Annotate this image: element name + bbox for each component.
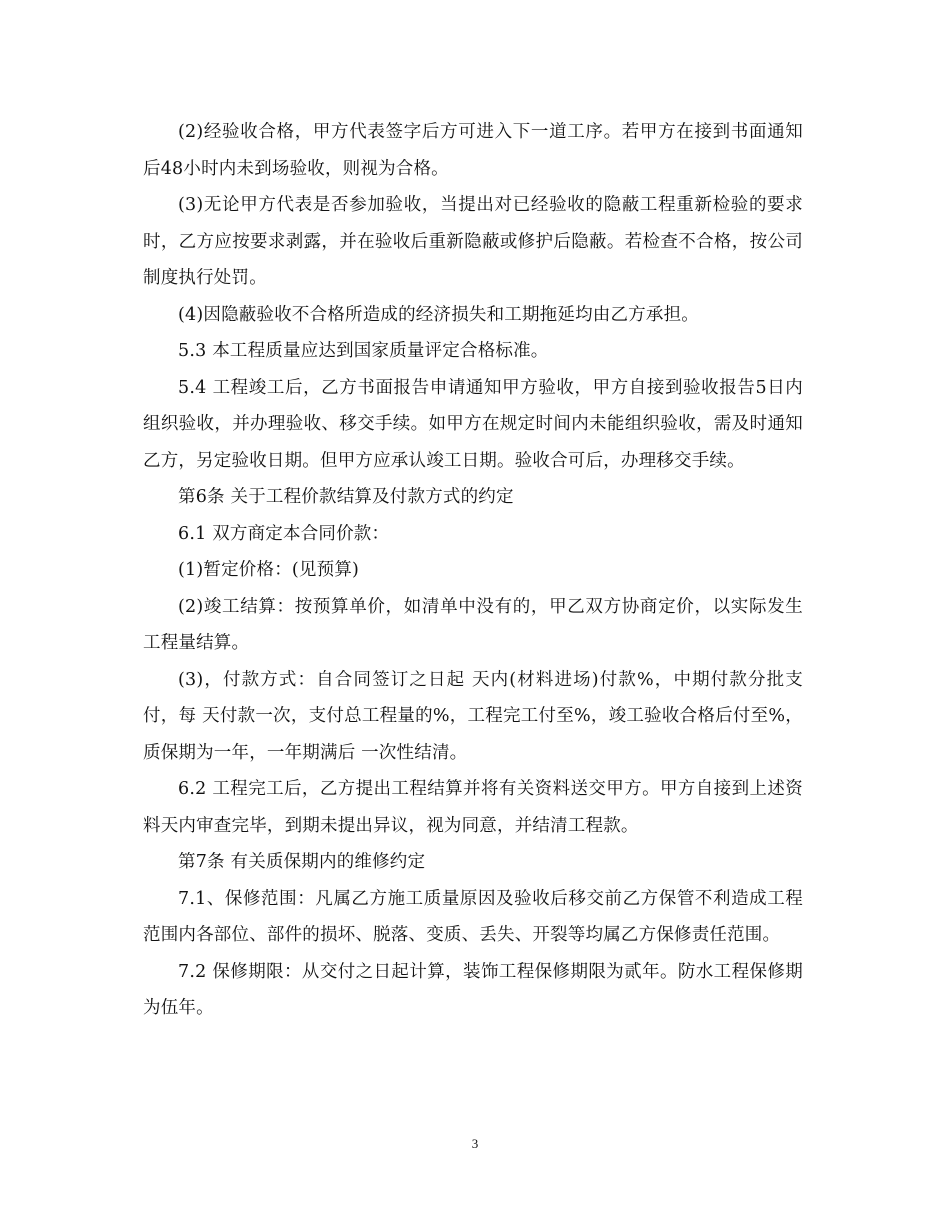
document-body [143,114,803,1027]
page-number: 3 [471,1136,479,1151]
paragraph-hidden-acceptance-4: (4)因隐蔽验收不合格所造成的经济损失和工期拖延均由乙方承担。 [178,304,699,325]
paragraph-hidden-acceptance-2: (2)经验收合格，甲方代表签字后方可进入下一道工序。若甲方在接到书面通知后48小时内未到场验收，则视为合格。 [143,122,803,179]
article-7-heading: 第7条 有关质保期内的维修约定 [178,852,426,872]
paragraph-clause-7-1: 7.1、保修范围：凡属乙方施工质量原因及验收后移交前乙方保管不利造成工程范围内各部位、部件的损坏、脱落、变质、丢失、开裂等均属乙方保修责任范围。 [143,888,803,945]
paragraph-clause-5-4: 5.4 工程竣工后，乙方书面报告申请通知甲方验收，甲方自接到验收报告5日内组织验收，并办理验收、移交手续。如甲方在规定时间内未能组织验收，需及时通知乙方，另定验收日期。但甲方应承认竣工日期。验收合可后，办理移交手续。 [143,377,803,471]
paragraph-clause-5-3: 5.3 本工程质量应达到国家质量评定合格标准。 [178,341,549,361]
paragraph-payment-method: (3)，付款方式：自合同签订之日起 天内(材料进场)付款%，中期付款分批支付，每 天付款一次，支付总工程量的%，工程完工付至%，竣工验收合格后付至%，质保期为一年，一年期满后 一次性结清。 [143,669,803,763]
article-6-heading: 第6条 关于工程价款结算及付款方式的约定 [178,487,514,507]
paragraph-provisional-price: (1)暂定价格：(见预算) [178,560,360,580]
paragraph-hidden-acceptance-3: (3)无论甲方代表是否参加验收，当提出对已经验收的隐蔽工程重新检验的要求时，乙方应按要求剥露，并在验收后重新隐蔽或修护后隐蔽。若检查不合格，按公司制度执行处罚。 [143,195,803,288]
paragraph-clause-6-1: 6.1 双方商定本合同价款： [178,523,390,544]
paragraph-clause-6-2: 6.2 工程完工后，乙方提出工程结算并将有关资料送交甲方。甲方自接到上述资料天内审查完毕，到期未提出异议，视为同意，并结清工程款。 [143,779,803,836]
paragraph-clause-7-2: 7.2 保修期限：从交付之日起计算，装饰工程保修期限为贰年。防水工程保修期为伍年。 [143,961,803,1018]
paragraph-final-settlement: (2)竣工结算：按预算单价，如清单中没有的，甲乙双方协商定价，以实际发生工程量结算。 [143,596,803,653]
